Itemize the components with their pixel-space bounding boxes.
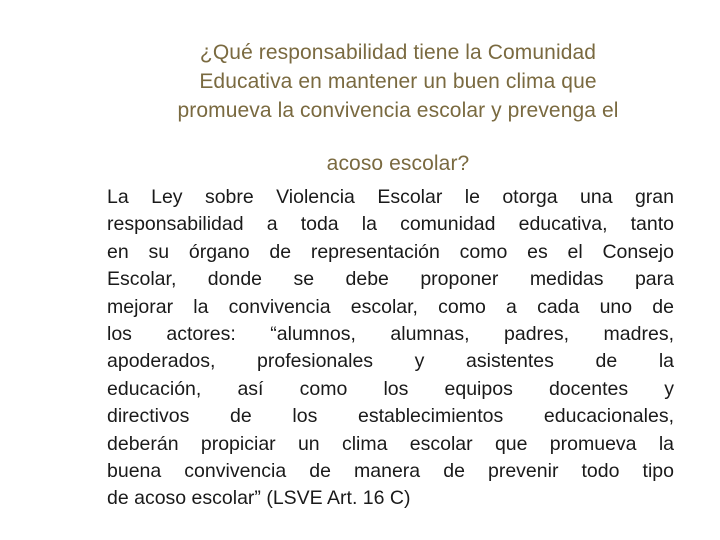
body-line: responsabilidad a toda la comunidad educativa, tanto — [107, 213, 674, 236]
title-line: promueva la convivencia escolar y prevenga el — [177, 99, 619, 122]
body-line: buena convivencia de manera de prevenir todo tipo — [107, 460, 674, 483]
body-line: los actores: “alumnos, alumnas, padres, madres, — [107, 323, 674, 346]
body-line: en su órgano de representación como es el Consejo — [107, 240, 674, 263]
slide-title — [118, 38, 678, 178]
title-line: Educativa en mantener un buen clima que — [199, 70, 597, 93]
body-paragraph — [107, 184, 674, 513]
title-line: ¿Qué responsabilidad tiene la Comunidad — [199, 41, 597, 64]
body-line: directivos de los establecimientos educacionales, — [107, 405, 674, 428]
body-line: educación, así como los equipos docentes y — [107, 377, 674, 400]
body-line: deberán propiciar un clima escolar que promueva la — [107, 432, 674, 455]
body-line: mejorar la convivencia escolar, como a cada uno de — [107, 295, 674, 318]
body-line: de acoso escolar” (LSVE Art. 16 C) — [107, 487, 411, 510]
body-line: apoderados, profesionales y asistentes de la — [107, 350, 674, 373]
title-line: acoso escolar? — [326, 152, 470, 175]
body-line: La Ley sobre Violencia Escolar le otorga una gran — [107, 186, 674, 208]
body-line: Escolar, donde se debe proponer medidas para — [107, 268, 674, 291]
